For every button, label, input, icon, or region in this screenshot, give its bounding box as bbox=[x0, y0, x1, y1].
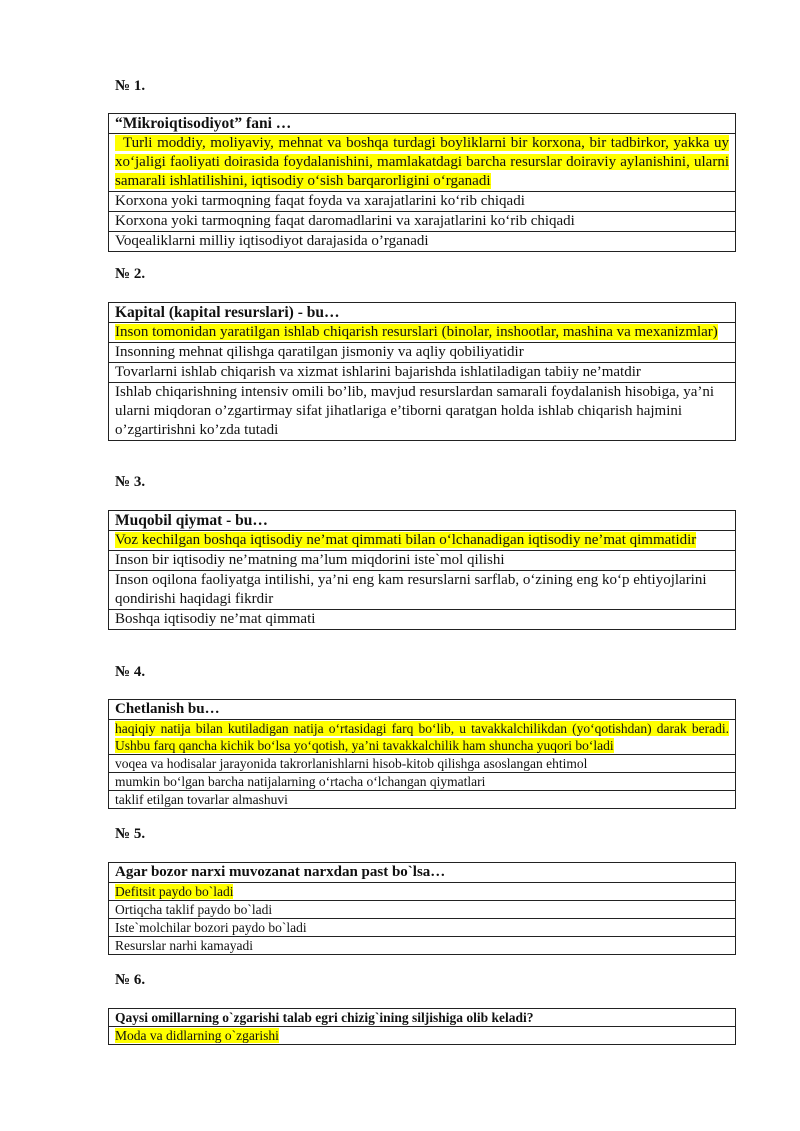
question-text: “Mikroiqtisodiyot” fani … bbox=[109, 114, 736, 134]
question-text: Agar bozor narxi muvozanat narxdan past bo`lsa… bbox=[109, 863, 736, 883]
answer-option: Inson bir iqtisodiy ne’matning ma’lum miqdorini iste`mol qilishi bbox=[109, 551, 736, 571]
answer-option-correct bbox=[109, 883, 736, 901]
answer-option-correct bbox=[109, 323, 736, 343]
answer-option-correct bbox=[109, 1027, 736, 1045]
answer-option-correct bbox=[109, 134, 736, 192]
question-table bbox=[108, 1008, 736, 1045]
question-text: Muqobil qiymat - bu… bbox=[109, 511, 736, 531]
question-text: Kapital (kapital resurslari) - bu… bbox=[109, 303, 736, 323]
highlighted-answer: Turli moddiy, moliyaviy, mehnat va boshqa turdagi boyliklarni bir korxona, bir tadbirkor, yakka uy xo‘jaligi faoliyati doirasida foydalanishini, mamlakatdagi barcha resurslar doiraviy aylanishini, ularni samarali ishlatilishini, iqtisodiy o‘sish barqarorligini o‘rganadi bbox=[115, 135, 729, 189]
highlighted-answer: Defitsit paydo bo`ladi bbox=[115, 884, 234, 899]
answer-option: Insonning mehnat qilishga qaratilgan jismoniy va aqliy qobiliyatidir bbox=[109, 343, 736, 363]
answer-option: Tovarlarni ishlab chiqarish va xizmat ishlarini bajarishda ishlatiladigan tabiiy ne’matdir bbox=[109, 363, 736, 383]
answer-option: Ishlab chiqarishning intensiv omili bo’lib, mavjud resurslardan samarali foydalanish hisobiga, ya’ni ularni miqdoran o’zgartirmay sifat jihatlariga e’tiborni qaratgan holda ishlab chiqarish hajmini o’zgartirishni ko’zda tutadi bbox=[109, 383, 736, 441]
question-text: Chetlanish bu… bbox=[109, 700, 736, 720]
answer-option: Boshqa iqtisodiy ne’mat qimmati bbox=[109, 610, 736, 630]
question-table bbox=[108, 510, 736, 630]
answer-option: taklif etilgan tovarlar almashuvi bbox=[109, 791, 736, 809]
answer-option: Iste`molchilar bozori paydo bo`ladi bbox=[109, 919, 736, 937]
answer-option-correct bbox=[109, 720, 736, 755]
answer-option: Resurslar narhi kamayadi bbox=[109, 937, 736, 955]
question-number: № 6. bbox=[115, 972, 146, 988]
question-number: № 4. bbox=[115, 664, 146, 680]
answer-option: mumkin bo‘lgan barcha natijalarning o‘rtacha o‘lchangan qiymatlari bbox=[109, 773, 736, 791]
answer-option-correct bbox=[109, 531, 736, 551]
question-number: № 2. bbox=[115, 266, 146, 282]
highlighted-answer: Voz kechilgan boshqa iqtisodiy ne’mat qimmati bilan o‘lchanadigan iqtisodiy ne’mat qimmatidir bbox=[115, 532, 697, 548]
question-table bbox=[108, 699, 736, 809]
answer-option: voqea va hodisalar jarayonida takrorlanishlarni hisob-kitob qilishga asoslangan ehtimol bbox=[109, 755, 736, 773]
question-text: Qaysi omillarning o`zgarishi talab egri chizig`ining siljishiga olib keladi? bbox=[109, 1009, 736, 1027]
question-table bbox=[108, 113, 736, 252]
answer-option: Ortiqcha taklif paydo bo`ladi bbox=[109, 901, 736, 919]
question-number: № 1. bbox=[115, 78, 146, 94]
answer-option: Korxona yoki tarmoqning faqat foyda va xarajatlarini ko‘rib chiqadi bbox=[109, 192, 736, 212]
answer-option: Korxona yoki tarmoqning faqat daromadlarini va xarajatlarini ko‘rib chiqadi bbox=[109, 212, 736, 232]
highlighted-answer: Inson tomonidan yaratilgan ishlab chiqarish resurslari (binolar, inshootlar, mashina va mexanizmlar) bbox=[115, 324, 718, 340]
highlighted-answer: Moda va didlarning o`zgarishi bbox=[115, 1028, 279, 1043]
answer-option: Voqealiklarni milliy iqtisodiyot darajasida o’rganadi bbox=[109, 232, 736, 252]
question-number: № 5. bbox=[115, 826, 146, 842]
question-number: № 3. bbox=[115, 474, 146, 490]
answer-option: Inson oqilona faoliyatga intilishi, ya’ni eng kam resurslarni sarflab, o‘zining eng ko‘p ehtiyojlarini qondirishi haqidagi fikrdir bbox=[109, 571, 736, 610]
highlighted-answer: haqiqiy natija bilan kutiladigan natija o‘rtasidagi farq bo‘lib, u tavakkalchilikdan (yo‘qotishdan) darak beradi. Ushbu farq qancha kichik bo‘lsa yo‘qotish, ya’ni tavakkalchilik ham shuncha yuqori bo‘ladi bbox=[115, 721, 729, 753]
question-table bbox=[108, 302, 736, 441]
question-table bbox=[108, 862, 736, 955]
